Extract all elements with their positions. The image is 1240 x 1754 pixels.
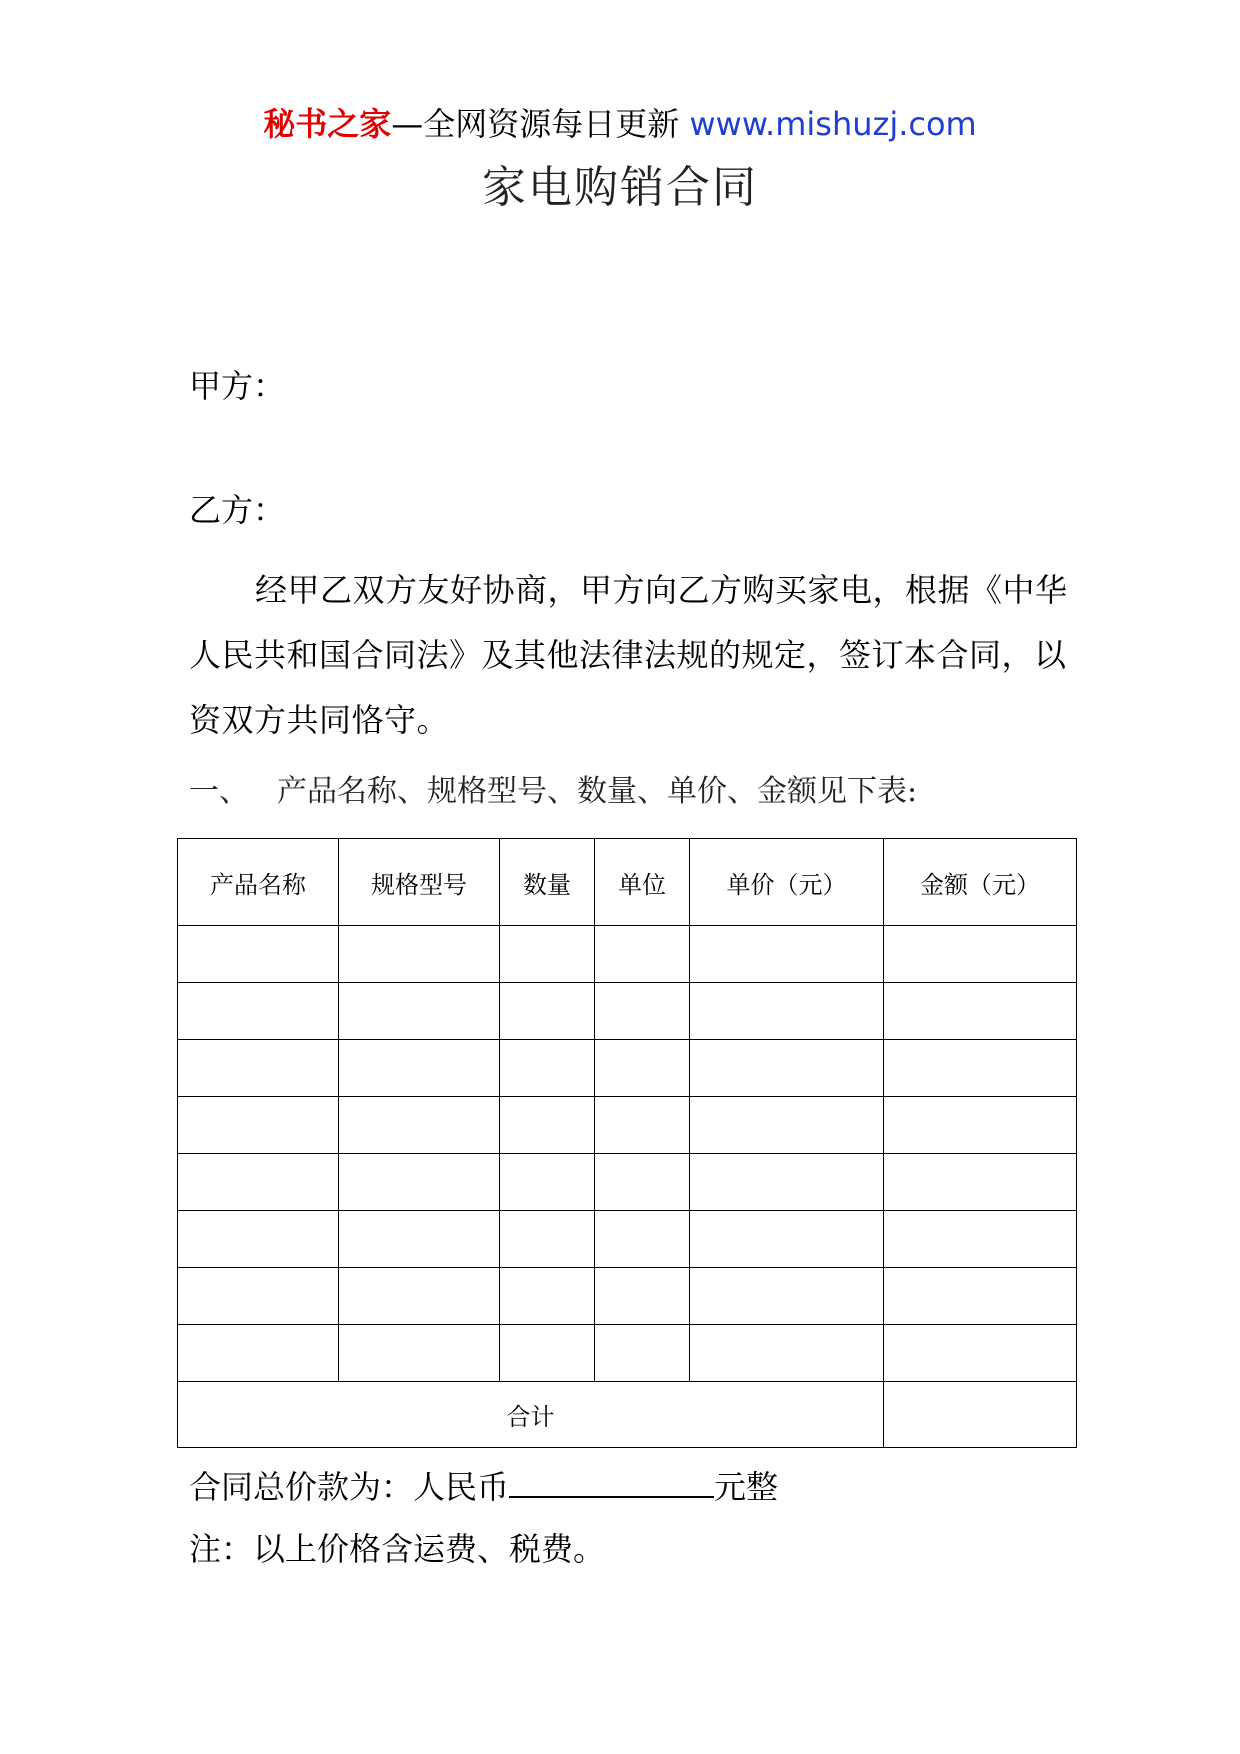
table-cell[interactable] <box>884 1325 1077 1382</box>
table-cell[interactable] <box>884 1097 1077 1154</box>
intro-paragraph: 经甲乙双方友好协商，甲方向乙方购买家电，根据《中华人民共和国合同法》及其他法律法规的规定，签订本合同，以资双方共同恪守。 <box>189 571 1068 739</box>
table-cell[interactable] <box>500 926 595 983</box>
table-header-row <box>178 839 1077 926</box>
header-quantity: 数量 <box>500 839 595 926</box>
table-cell[interactable] <box>595 1325 690 1382</box>
table-cell[interactable] <box>595 1154 690 1211</box>
table-cell[interactable] <box>690 1040 884 1097</box>
table-row <box>178 1268 1077 1325</box>
price-note: 注：以上价格含运费、税费。 <box>189 1530 606 1568</box>
table-cell[interactable] <box>178 1268 339 1325</box>
document-title: 家电购销合同 <box>482 162 758 213</box>
table-cell[interactable] <box>884 1154 1077 1211</box>
banner-tagline: —全网资源每日更新 <box>391 105 690 143</box>
table-cell[interactable] <box>690 1211 884 1268</box>
table-row <box>178 983 1077 1040</box>
table-cell[interactable] <box>178 926 339 983</box>
table-cell[interactable] <box>500 1211 595 1268</box>
total-price-blank[interactable] <box>509 1462 714 1498</box>
total-amount-cell[interactable] <box>884 1382 1077 1448</box>
table-cell[interactable] <box>690 1154 884 1211</box>
goods-table <box>177 838 1077 1448</box>
table-row <box>178 1325 1077 1382</box>
header-amount: 金额（元） <box>884 839 1077 926</box>
table-cell[interactable] <box>690 983 884 1040</box>
table-cell[interactable] <box>178 1325 339 1382</box>
header-spec-model: 规格型号 <box>339 839 500 926</box>
table-cell[interactable] <box>178 1097 339 1154</box>
table-cell[interactable] <box>339 926 500 983</box>
table-cell[interactable] <box>595 1040 690 1097</box>
section-number: 一、 <box>189 774 249 809</box>
table-row <box>178 926 1077 983</box>
party-b-label: 乙方： <box>189 491 286 529</box>
table-cell[interactable] <box>500 1154 595 1211</box>
table-cell[interactable] <box>884 1268 1077 1325</box>
party-a-label: 甲方： <box>189 367 286 405</box>
table-cell[interactable] <box>178 1154 339 1211</box>
table-cell[interactable] <box>339 983 500 1040</box>
total-label: 合计 <box>178 1382 884 1448</box>
table-cell[interactable] <box>690 926 884 983</box>
section-text: 产品名称、规格型号、数量、单价、金额见下表: <box>277 774 918 809</box>
table-cell[interactable] <box>339 1211 500 1268</box>
table-row <box>178 1154 1077 1211</box>
table-cell[interactable] <box>690 1325 884 1382</box>
header-banner <box>0 102 1240 146</box>
table-cell[interactable] <box>690 1097 884 1154</box>
table-cell[interactable] <box>500 983 595 1040</box>
table-cell[interactable] <box>339 1040 500 1097</box>
table-row <box>178 1097 1077 1154</box>
table-cell[interactable] <box>884 983 1077 1040</box>
table-row <box>178 1040 1077 1097</box>
table-cell[interactable] <box>500 1097 595 1154</box>
table-cell[interactable] <box>178 1211 339 1268</box>
header-product-name: 产品名称 <box>178 839 339 926</box>
brand-name: 秘书之家 <box>263 105 392 143</box>
table-cell[interactable] <box>500 1325 595 1382</box>
table-cell[interactable] <box>339 1268 500 1325</box>
total-price-suffix: 元整 <box>714 1468 779 1506</box>
table-row <box>178 1211 1077 1268</box>
table-cell[interactable] <box>690 1268 884 1325</box>
header-unit: 单位 <box>595 839 690 926</box>
table-total-row <box>178 1382 1077 1448</box>
table-cell[interactable] <box>500 1268 595 1325</box>
table-cell[interactable] <box>178 983 339 1040</box>
table-cell[interactable] <box>339 1325 500 1382</box>
total-price-prefix: 合同总价款为：人民币 <box>189 1468 510 1506</box>
site-url-link[interactable]: www.mishuzj.com <box>689 105 977 143</box>
table-cell[interactable] <box>884 1211 1077 1268</box>
section-one-heading <box>189 770 917 814</box>
table-cell[interactable] <box>595 1097 690 1154</box>
total-price-line <box>189 1462 778 1509</box>
table-cell[interactable] <box>500 1040 595 1097</box>
table-cell[interactable] <box>339 1154 500 1211</box>
table-cell[interactable] <box>595 1211 690 1268</box>
table-cell[interactable] <box>595 1268 690 1325</box>
table-cell[interactable] <box>339 1097 500 1154</box>
table-cell[interactable] <box>595 983 690 1040</box>
table-cell[interactable] <box>884 926 1077 983</box>
table-cell[interactable] <box>178 1040 339 1097</box>
table-cell[interactable] <box>595 926 690 983</box>
table-cell[interactable] <box>884 1040 1077 1097</box>
header-unit-price: 单价（元） <box>690 839 884 926</box>
